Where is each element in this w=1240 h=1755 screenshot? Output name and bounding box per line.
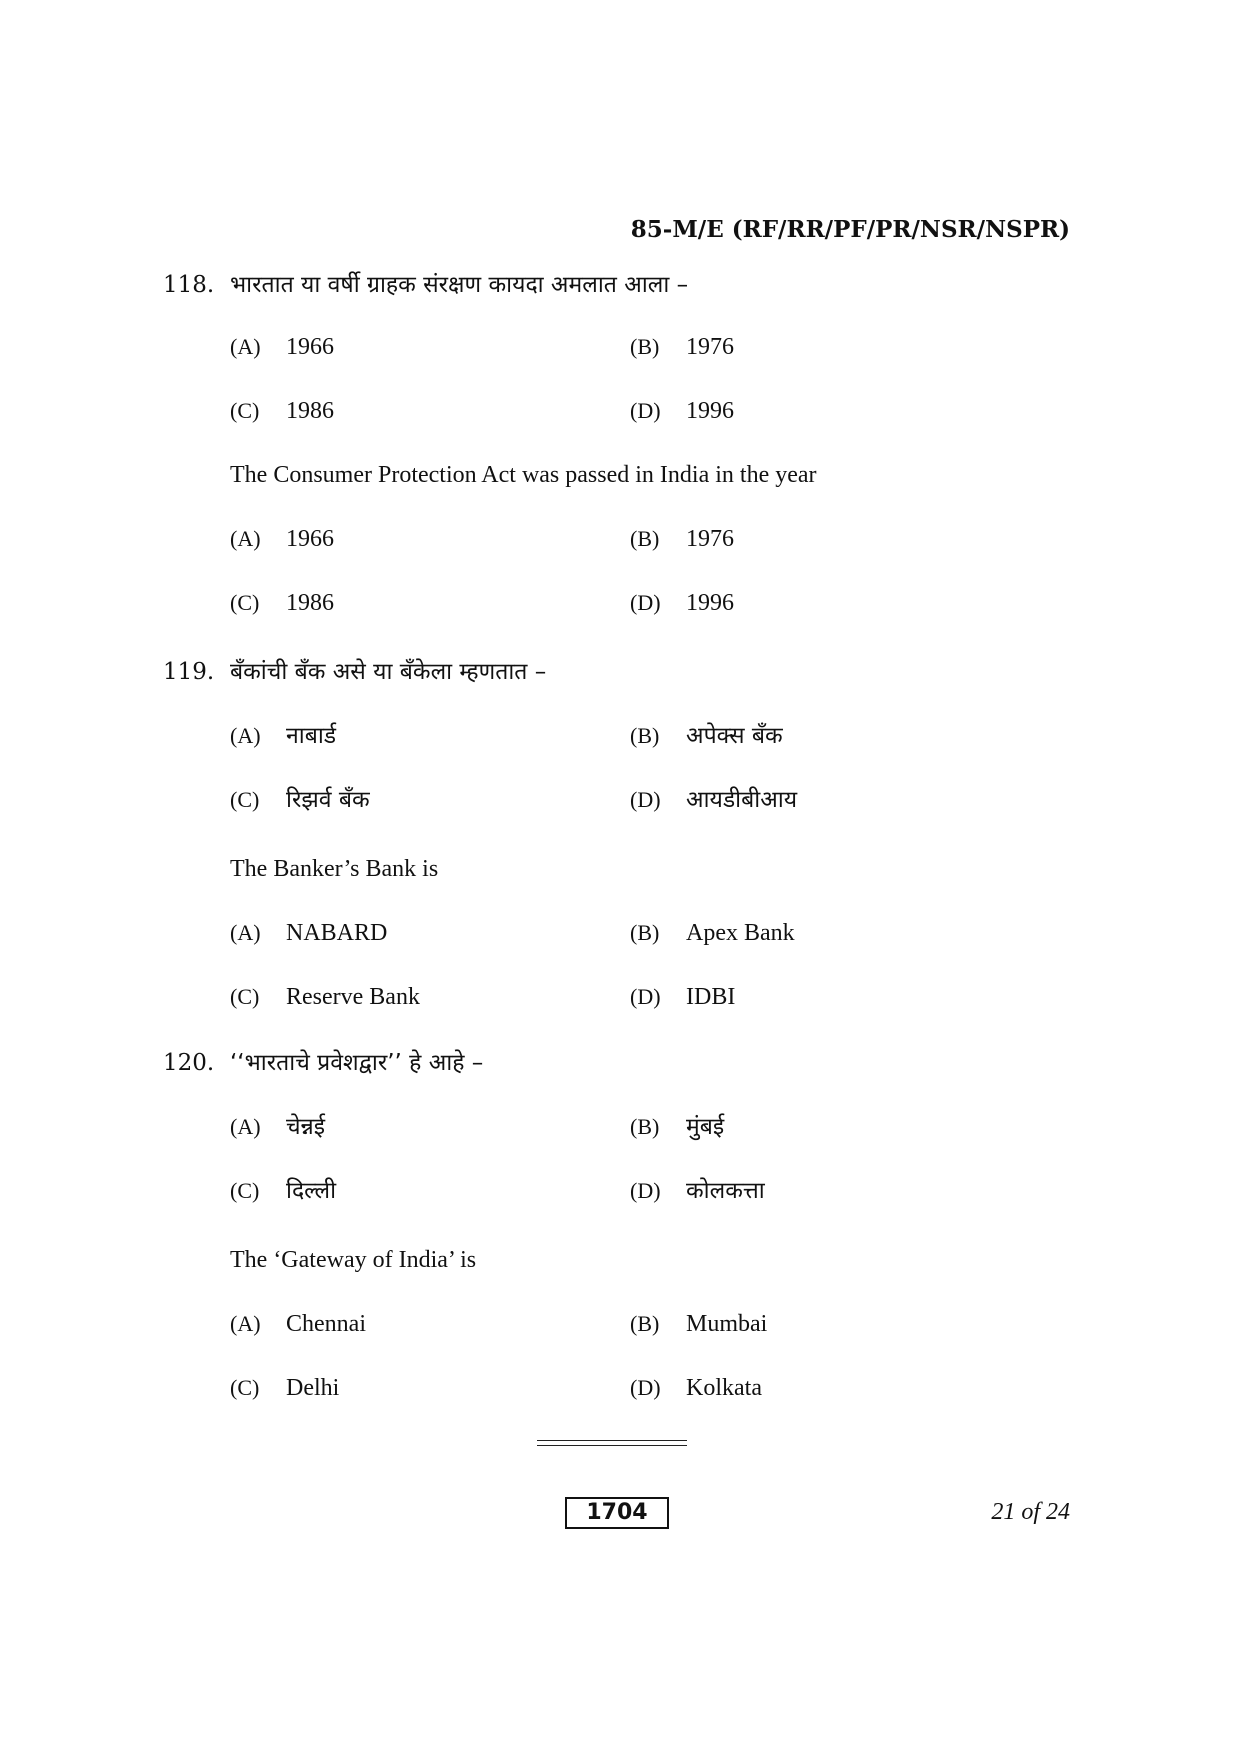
booklet-code-box: 1704 bbox=[565, 1497, 669, 1529]
option-label: (B) bbox=[630, 723, 660, 748]
option-value: NABARD bbox=[286, 920, 388, 946]
option-value: Reserve Bank bbox=[286, 984, 420, 1010]
option-value: Delhi bbox=[286, 1375, 340, 1401]
option-value: 1996 bbox=[686, 590, 734, 616]
question-marathi-line bbox=[163, 265, 1103, 305]
option-label: (A) bbox=[230, 1311, 261, 1336]
option-value: दिल्ली bbox=[286, 1178, 337, 1204]
option-label: (C) bbox=[230, 787, 260, 812]
option-row bbox=[163, 977, 1103, 1017]
option-label: (B) bbox=[630, 1114, 660, 1139]
option-label: (B) bbox=[630, 1311, 660, 1336]
option-value: चेन्नई bbox=[286, 1114, 326, 1140]
question-118 bbox=[163, 265, 1103, 623]
question-text-marathi: भारतात या वर्षी ग्राहक संरक्षण कायदा अमलात आला – bbox=[230, 272, 689, 298]
paper-code: 85-M/E (RF/RR/PF/PR/NSR/NSPR) bbox=[630, 216, 1070, 243]
question-number: 120. bbox=[163, 1050, 215, 1076]
option-value: Chennai bbox=[286, 1311, 366, 1337]
question-text-marathi: बँकांची बँक असे या बँकेला म्हणतात – bbox=[230, 659, 547, 685]
option-row bbox=[163, 327, 1103, 367]
question-english-line bbox=[163, 1240, 1103, 1280]
option-value: रिझर्व बँक bbox=[286, 787, 370, 813]
option-row bbox=[163, 1107, 1103, 1147]
option-label: (A) bbox=[230, 334, 261, 359]
option-label: (D) bbox=[630, 398, 661, 423]
option-value: अपेक्स बँक bbox=[686, 723, 783, 749]
option-value: 1996 bbox=[686, 398, 734, 424]
question-text-english: The Consumer Protection Act was passed in India in the year bbox=[230, 462, 817, 488]
page-number: 21 of 24 bbox=[991, 1499, 1070, 1525]
option-value: Kolkata bbox=[686, 1375, 762, 1401]
option-value: नाबार्ड bbox=[286, 723, 337, 749]
option-value: IDBI bbox=[686, 984, 736, 1010]
option-row bbox=[163, 391, 1103, 431]
option-value: 1986 bbox=[286, 398, 334, 424]
option-row bbox=[163, 583, 1103, 623]
option-row bbox=[163, 1304, 1103, 1344]
option-label: (D) bbox=[630, 787, 661, 812]
option-label: (D) bbox=[630, 984, 661, 1009]
option-label: (C) bbox=[230, 398, 260, 423]
option-label: (A) bbox=[230, 723, 261, 748]
question-marathi-line bbox=[163, 652, 1103, 692]
option-label: (D) bbox=[630, 1178, 661, 1203]
question-text-marathi: ‘‘भारताचे प्रवेशद्वार’’ हे आहे – bbox=[230, 1050, 484, 1076]
question-number: 118. bbox=[163, 272, 215, 298]
option-label: (C) bbox=[230, 590, 260, 615]
option-row bbox=[163, 1171, 1103, 1211]
option-value: 1976 bbox=[686, 334, 734, 360]
option-label: (A) bbox=[230, 526, 261, 551]
question-120 bbox=[163, 1043, 1103, 1408]
option-label: (C) bbox=[230, 1375, 260, 1400]
option-label: (B) bbox=[630, 526, 660, 551]
option-label: (C) bbox=[230, 984, 260, 1009]
option-value: Apex Bank bbox=[686, 920, 795, 946]
question-119 bbox=[163, 652, 1103, 1017]
option-row bbox=[163, 780, 1103, 820]
option-value: 1986 bbox=[286, 590, 334, 616]
question-text-english: The ‘Gateway of India’ is bbox=[230, 1247, 477, 1273]
option-label: (B) bbox=[630, 920, 660, 945]
question-english-line bbox=[163, 455, 1103, 495]
question-text-english: The Banker’s Bank is bbox=[230, 856, 439, 882]
option-label: (A) bbox=[230, 920, 261, 945]
end-double-rule bbox=[537, 1440, 687, 1446]
option-label: (C) bbox=[230, 1178, 260, 1203]
option-row bbox=[163, 519, 1103, 559]
option-value: 1976 bbox=[686, 526, 734, 552]
question-number: 119. bbox=[163, 659, 215, 685]
option-value: आयडीबीआय bbox=[686, 787, 798, 813]
option-row bbox=[163, 913, 1103, 953]
option-value: मुंबई bbox=[686, 1114, 725, 1140]
question-english-line bbox=[163, 849, 1103, 889]
option-label: (D) bbox=[630, 1375, 661, 1400]
option-row bbox=[163, 1368, 1103, 1408]
option-row bbox=[163, 716, 1103, 756]
option-label: (D) bbox=[630, 590, 661, 615]
option-label: (A) bbox=[230, 1114, 261, 1139]
option-label: (B) bbox=[630, 334, 660, 359]
option-value: 1966 bbox=[286, 334, 334, 360]
option-value: कोलकत्ता bbox=[686, 1178, 765, 1204]
question-marathi-line bbox=[163, 1043, 1103, 1083]
option-value: Mumbai bbox=[686, 1311, 768, 1337]
option-value: 1966 bbox=[286, 526, 334, 552]
